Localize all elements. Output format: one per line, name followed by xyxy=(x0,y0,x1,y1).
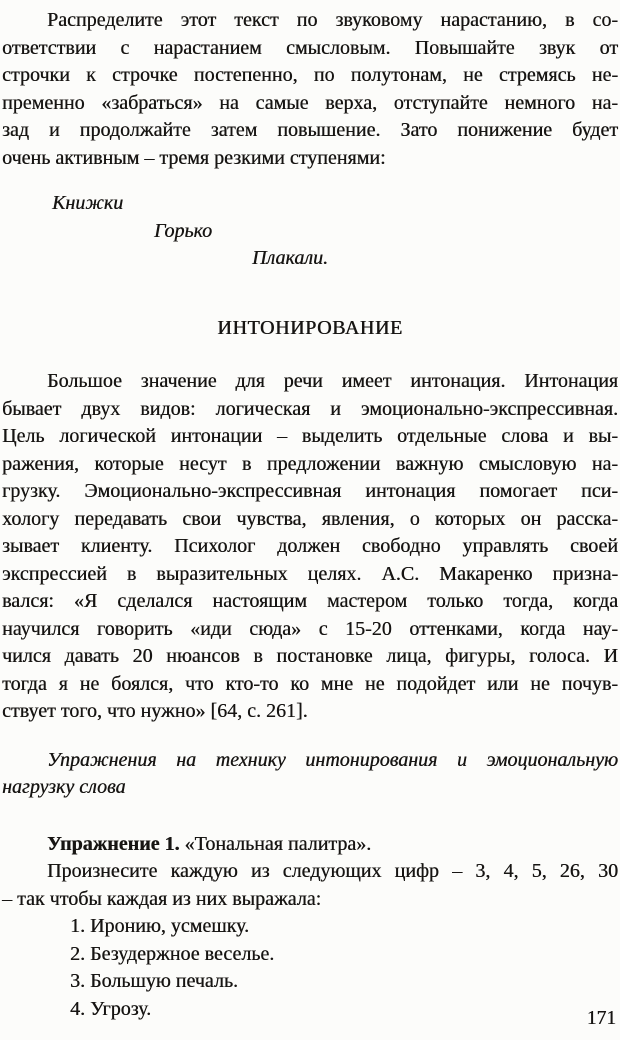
text-line: тогда я не боялся, что кто-то ко мне не подойдет или не почув- xyxy=(2,672,618,695)
exercise-1-task xyxy=(2,858,618,913)
list-item: 2. Безудержное веселье. xyxy=(70,942,275,965)
exercise-1-name: «Тональная палитра». xyxy=(184,832,372,855)
text-line: ражения, которые несут в предложении важную смысловую на- xyxy=(2,452,618,475)
text-line: вался: «Я сделался настоящим мастером только тогда, когда xyxy=(2,590,618,612)
list-item: 4. Угрозу. xyxy=(70,997,152,1020)
staircase-word: Книжки xyxy=(52,192,124,214)
exercise-1-list xyxy=(2,913,618,1023)
paragraph-intonation xyxy=(2,368,618,726)
text-line: Произнесите каждую из следующих цифр – 3, 4, 5, 26, 30 xyxy=(47,860,618,882)
text-line: грузку. Эмоционально-экспрессивная интонация помогает пси- xyxy=(2,480,618,502)
text-line: ответствии с нарастанием смысловым. Повышайте звук от xyxy=(2,36,618,59)
text-line: зад и продолжайте затем повышение. Зато понижение будет xyxy=(2,119,618,141)
text-line: ствует того, что нужно» [64, с. 261]. xyxy=(2,700,308,722)
exercises-subheading xyxy=(2,747,618,802)
text-line: Цель логической интонации – выделить отдельные слова и вы- xyxy=(2,425,618,447)
text-line: очень активным – тремя резкими ступенями: xyxy=(2,146,386,169)
text-line: научился говорить «иди сюда» с 15-20 оттенками, когда нау- xyxy=(2,617,618,640)
list-item: 3. Большую печаль. xyxy=(70,970,238,992)
text-line: зывает клиенту. Психолог должен свободно управлять своей xyxy=(2,535,618,557)
staircase-exercise-words xyxy=(2,190,618,273)
text-line: хологу передавать свои чувства, явления, о которых он расска- xyxy=(2,507,618,530)
text-line: Упражнения на технику интонирования и эмоциональную xyxy=(47,748,618,771)
text-line: Распределите этот текст по звуковому нарастанию, в со- xyxy=(47,9,618,31)
text-line: – так чтобы каждая из них выражала: xyxy=(2,887,322,910)
text-line: бывает двух видов: логическая и эмоционально-экспрессивная. xyxy=(2,397,618,420)
list-item: 1. Иронию, усмешку. xyxy=(70,915,250,937)
page-number: 171 xyxy=(586,1007,616,1029)
staircase-word: Горько xyxy=(154,219,213,242)
text-line: экспрессией в выразительных целях. А.С. Макаренко призна- xyxy=(2,562,618,585)
text-line: строчки к строчке постепенно, по полутонам, не стремясь не- xyxy=(2,64,618,86)
exercise-1-title-line xyxy=(2,831,618,859)
text-line: пременно «забраться» на самые верха, отступайте немного на- xyxy=(2,91,618,114)
staircase-word: Плакали. xyxy=(252,247,328,269)
text-line: Большое значение для речи имеет интонация. Интонация xyxy=(47,370,618,392)
text-line: нагрузку слова xyxy=(2,776,126,798)
exercise-1-block xyxy=(2,831,618,1024)
exercise-1-label: Упражнение 1. xyxy=(47,832,180,855)
section-heading: ИНТОНИРОВАНИЕ xyxy=(217,316,403,339)
text-line: чился давать 20 нюансов в постановке лица, фигуры, голоса. И xyxy=(2,645,618,667)
paragraph-voice-raising xyxy=(2,7,618,172)
